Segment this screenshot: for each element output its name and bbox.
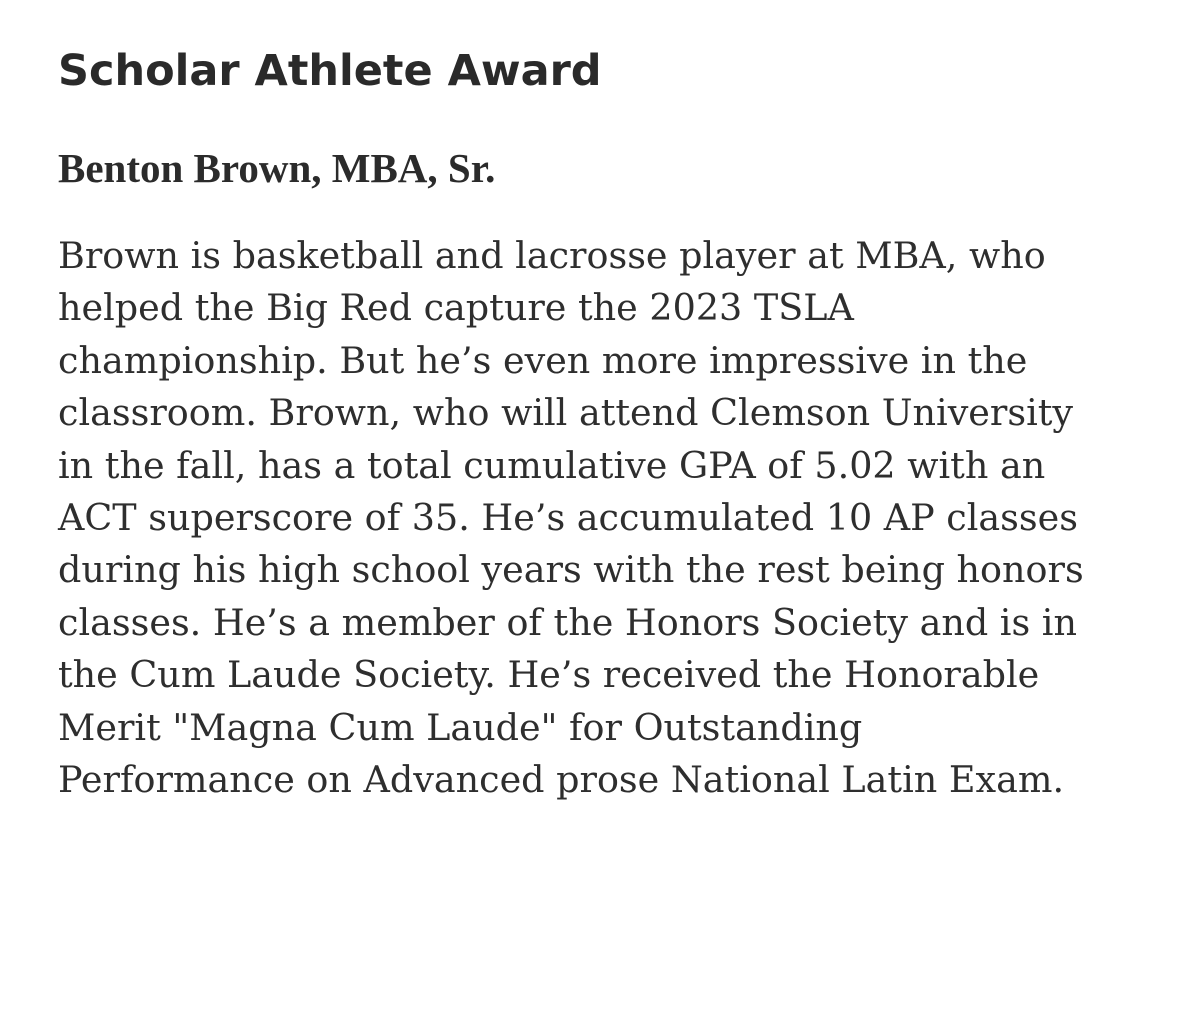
body-line: Merit "Magna Cum Laude" for Outstanding bbox=[58, 705, 863, 749]
body-line: Brown is basketball and lacrosse player at MBA, who bbox=[58, 234, 1046, 277]
body-line: Performance on Advanced prose National Latin Exam. bbox=[58, 758, 1065, 802]
award-recipient: Benton Brown, MBA, Sr. bbox=[58, 145, 496, 191]
body-line: classes. He’s a member of the Honors Society and is in bbox=[58, 600, 1077, 644]
body-line: during his high school years with the rest being honors bbox=[58, 548, 1084, 592]
article bbox=[58, 40, 1168, 806]
body-line: in the fall, has a total cumulative GPA of 5.02 with an bbox=[58, 443, 1046, 487]
body-line: ACT superscore of 35. He’s accumulated 10 AP classes bbox=[58, 496, 1078, 540]
award-description bbox=[58, 230, 1168, 806]
body-line: championship. But he’s even more impressive in the bbox=[58, 338, 1028, 382]
body-line: classroom. Brown, who will attend Clemson University bbox=[58, 391, 1074, 435]
body-line: helped the Big Red capture the 2023 TSLA bbox=[58, 286, 854, 330]
body-line: the Cum Laude Society. He’s received the Honorable bbox=[58, 653, 1040, 697]
section-heading: Scholar Athlete Award bbox=[58, 46, 602, 96]
